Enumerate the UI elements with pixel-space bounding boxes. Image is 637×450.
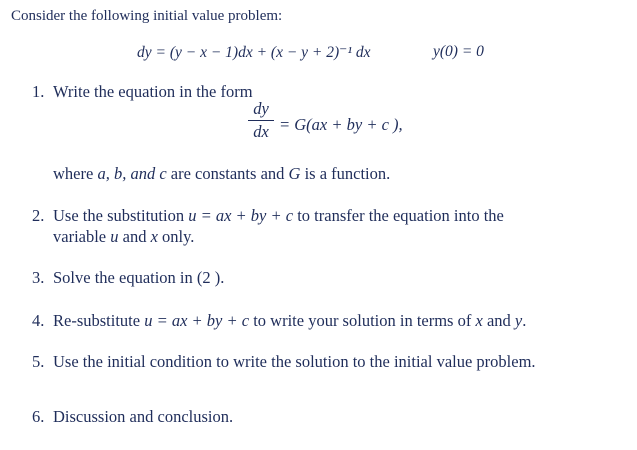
- ode-equation: dy = (y − x − 1)dx + (x − y + 2)⁻¹ dx: [137, 44, 371, 61]
- list-item-5: [32, 352, 536, 372]
- list-item-text: Write the equation in the form: [53, 82, 253, 101]
- var-x: x: [150, 227, 158, 246]
- list-item-text: and: [118, 227, 151, 246]
- list-item-text: to write your solution in terms of: [249, 311, 476, 330]
- list-item-3: [32, 268, 224, 288]
- var-x: x: [475, 311, 483, 330]
- list-item-6: [32, 407, 233, 427]
- intro-text: Consider the following initial value problem:: [11, 8, 283, 24]
- where-suffix: is a function.: [300, 164, 391, 183]
- list-item-number: 1.: [32, 82, 45, 101]
- var-u: u: [110, 227, 119, 246]
- fraction-denominator: dx: [253, 122, 269, 141]
- list-item-number: 3.: [32, 268, 45, 287]
- list-item-2-continued: [53, 227, 194, 247]
- list-item-text: Discussion and conclusion.: [53, 407, 234, 426]
- list-item-text: to transfer the equation into the: [293, 206, 504, 225]
- form-rhs: = G(ax + by + c ),: [279, 115, 403, 134]
- list-item-number: 5.: [32, 352, 45, 371]
- fraction-numerator: dy: [253, 99, 269, 118]
- list-item-text: Re-substitute: [53, 311, 145, 330]
- where-clause: [53, 164, 390, 184]
- initial-condition: y(0) = 0: [433, 43, 484, 60]
- list-item-text: and: [482, 311, 515, 330]
- list-item-text: only.: [157, 227, 195, 246]
- list-item-text: Use the substitution: [53, 206, 189, 225]
- substitution-expr: u = ax + by + c: [144, 311, 250, 330]
- var-y: y: [514, 311, 523, 330]
- where-mid: are constants and: [166, 164, 289, 183]
- fraction-bar: [248, 120, 274, 121]
- substitution-expr: u = ax + by + c: [188, 206, 294, 225]
- list-item-text: Use the initial condition to write the solution to the initial value problem.: [53, 352, 536, 371]
- list-item-text: variable: [53, 227, 111, 246]
- list-item-1: [32, 82, 253, 102]
- where-g: G: [288, 164, 301, 183]
- list-item-number: 6.: [32, 407, 45, 426]
- list-item-text: Solve the equation in (2 ).: [53, 268, 225, 287]
- list-item-number: 4.: [32, 311, 45, 330]
- list-item-text: .: [522, 311, 527, 330]
- list-item-number: 2.: [32, 206, 45, 225]
- where-prefix: where: [53, 164, 98, 183]
- where-vars: a, b, and c: [97, 164, 167, 183]
- derivative-fraction: [248, 100, 274, 141]
- list-item-2: [32, 206, 504, 226]
- list-item-4: [32, 311, 526, 331]
